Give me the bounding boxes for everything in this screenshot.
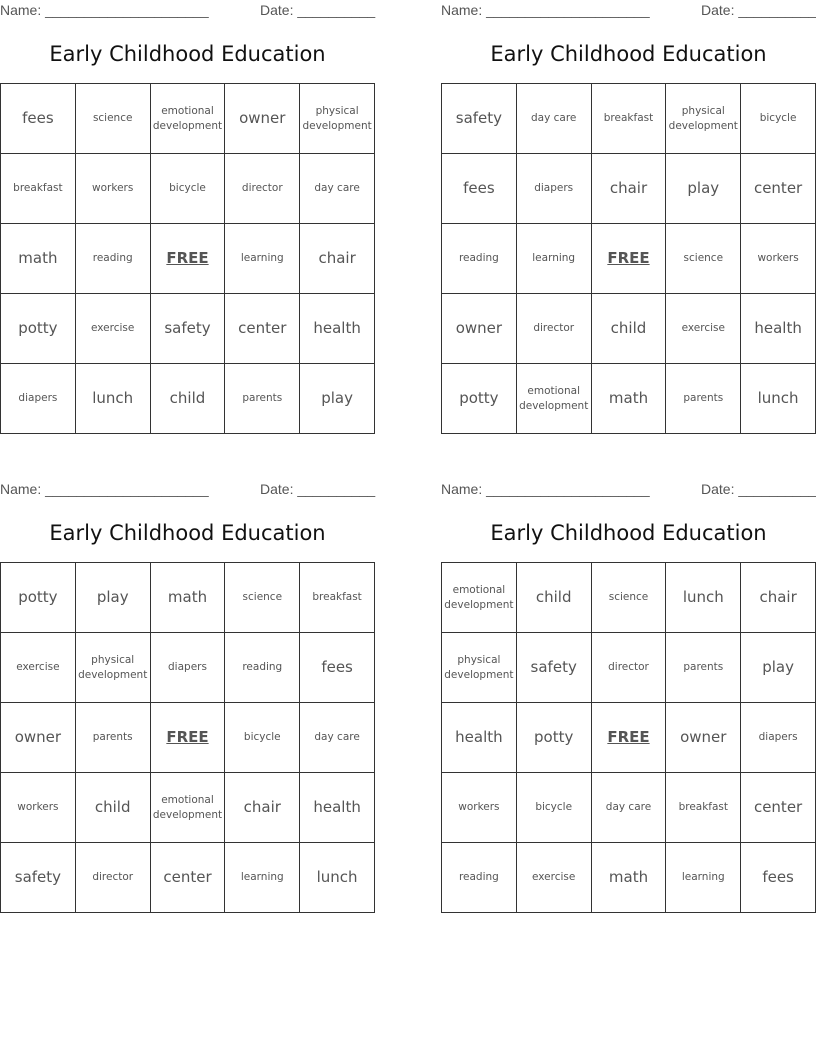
date-field[interactable]: Date: __________	[701, 2, 816, 18]
bingo-cell: physical development	[442, 633, 517, 703]
bingo-cell: fees	[442, 154, 517, 224]
bingo-cell: center	[225, 294, 300, 364]
bingo-cell: learning	[225, 224, 300, 294]
bingo-cell: potty	[442, 364, 517, 434]
card-title: Early Childhood Education	[49, 521, 326, 545]
date-field[interactable]: Date: __________	[260, 2, 376, 18]
bingo-cell: exercise	[76, 294, 151, 364]
bingo-cell: parents	[225, 364, 300, 434]
bingo-cell: day care	[300, 703, 375, 773]
bingo-cell: lunch	[666, 563, 741, 633]
card-header	[441, 479, 816, 501]
bingo-cell: bicycle	[151, 154, 226, 224]
bingo-cell: emotional development	[442, 563, 517, 633]
bingo-cell: reading	[225, 633, 300, 703]
bingo-cell: emotional development	[151, 84, 226, 154]
bingo-cell: reading	[442, 843, 517, 913]
bingo-cell: learning	[517, 224, 592, 294]
bingo-cell: health	[300, 773, 375, 843]
date-field[interactable]: Date: __________	[701, 481, 816, 497]
bingo-cell: lunch	[741, 364, 816, 434]
date-field[interactable]: Date: __________	[260, 481, 376, 497]
bingo-cell: play	[76, 563, 151, 633]
bingo-cell: chair	[225, 773, 300, 843]
bingo-cell: center	[741, 773, 816, 843]
bingo-cell: potty	[1, 294, 76, 364]
bingo-grid	[441, 83, 816, 434]
free-space-cell: FREE	[592, 224, 667, 294]
bingo-cell: breakfast	[1, 154, 76, 224]
bingo-cell: bicycle	[517, 773, 592, 843]
card-header	[0, 0, 375, 22]
bingo-cell: reading	[442, 224, 517, 294]
bingo-cell: exercise	[666, 294, 741, 364]
card-title: Early Childhood Education	[490, 42, 767, 66]
bingo-cell: exercise	[1, 633, 76, 703]
bingo-cell: safety	[517, 633, 592, 703]
bingo-cell: owner	[442, 294, 517, 364]
bingo-cell: diapers	[151, 633, 226, 703]
bingo-cell: director	[517, 294, 592, 364]
bingo-cell: workers	[442, 773, 517, 843]
bingo-cell: chair	[300, 224, 375, 294]
bingo-cell: math	[592, 364, 667, 434]
bingo-cell: lunch	[76, 364, 151, 434]
bingo-cell: physical development	[300, 84, 375, 154]
name-field[interactable]: Name: _____________________	[441, 2, 650, 18]
bingo-cell: parents	[76, 703, 151, 773]
bingo-cell: center	[151, 843, 226, 913]
bingo-cell: breakfast	[666, 773, 741, 843]
bingo-cell: health	[300, 294, 375, 364]
bingo-cell: child	[151, 364, 226, 434]
bingo-cell: reading	[76, 224, 151, 294]
bingo-cell: day care	[300, 154, 375, 224]
bingo-cell: math	[151, 563, 226, 633]
bingo-cell: director	[592, 633, 667, 703]
card-header	[0, 479, 375, 501]
bingo-cell: science	[666, 224, 741, 294]
bingo-cell: child	[592, 294, 667, 364]
bingo-cell: safety	[1, 843, 76, 913]
bingo-cell: play	[666, 154, 741, 224]
card-title: Early Childhood Education	[49, 42, 326, 66]
bingo-cell: parents	[666, 633, 741, 703]
bingo-cell: learning	[225, 843, 300, 913]
bingo-cell: lunch	[300, 843, 375, 913]
bingo-cell: physical development	[666, 84, 741, 154]
bingo-cell: workers	[741, 224, 816, 294]
bingo-cell: safety	[442, 84, 517, 154]
bingo-cell: day care	[592, 773, 667, 843]
bingo-cell: breakfast	[300, 563, 375, 633]
bingo-card-2	[441, 0, 816, 435]
bingo-card-3	[0, 479, 375, 914]
bingo-grid	[0, 83, 375, 434]
bingo-cell: director	[225, 154, 300, 224]
bingo-grid	[441, 562, 816, 913]
bingo-cell: bicycle	[225, 703, 300, 773]
bingo-cell: potty	[1, 563, 76, 633]
bingo-cell: science	[225, 563, 300, 633]
bingo-cell: math	[592, 843, 667, 913]
bingo-cell: fees	[300, 633, 375, 703]
bingo-cell: health	[741, 294, 816, 364]
bingo-cell: exercise	[517, 843, 592, 913]
bingo-cell: emotional development	[517, 364, 592, 434]
bingo-cell: owner	[1, 703, 76, 773]
bingo-cell: emotional development	[151, 773, 226, 843]
bingo-cell: fees	[1, 84, 76, 154]
bingo-cell: child	[76, 773, 151, 843]
bingo-card-1	[0, 0, 375, 435]
bingo-cell: science	[76, 84, 151, 154]
card-title: Early Childhood Education	[490, 521, 767, 545]
name-field[interactable]: Name: _____________________	[0, 2, 209, 18]
bingo-cell: science	[592, 563, 667, 633]
bingo-cell: chair	[592, 154, 667, 224]
bingo-cell: diapers	[741, 703, 816, 773]
bingo-cell: owner	[666, 703, 741, 773]
bingo-cell: center	[741, 154, 816, 224]
bingo-cell: parents	[666, 364, 741, 434]
bingo-cell: breakfast	[592, 84, 667, 154]
bingo-cell: math	[1, 224, 76, 294]
bingo-cell: fees	[741, 843, 816, 913]
free-space-cell: FREE	[151, 224, 226, 294]
bingo-cell: day care	[517, 84, 592, 154]
bingo-cell: owner	[225, 84, 300, 154]
bingo-card-4	[441, 479, 816, 914]
bingo-grid	[0, 562, 375, 913]
bingo-cell: diapers	[517, 154, 592, 224]
bingo-cell: bicycle	[741, 84, 816, 154]
bingo-cell: child	[517, 563, 592, 633]
bingo-cell: learning	[666, 843, 741, 913]
bingo-cell: director	[76, 843, 151, 913]
free-space-cell: FREE	[592, 703, 667, 773]
bingo-cell: play	[741, 633, 816, 703]
bingo-cell: health	[442, 703, 517, 773]
name-field[interactable]: Name: _____________________	[441, 481, 650, 497]
bingo-cell: workers	[76, 154, 151, 224]
bingo-cell: potty	[517, 703, 592, 773]
free-space-cell: FREE	[151, 703, 226, 773]
bingo-cell: chair	[741, 563, 816, 633]
bingo-cell: safety	[151, 294, 226, 364]
bingo-cell: play	[300, 364, 375, 434]
bingo-cell: workers	[1, 773, 76, 843]
card-header	[441, 0, 816, 22]
bingo-cell: physical development	[76, 633, 151, 703]
name-field[interactable]: Name: _____________________	[0, 481, 209, 497]
bingo-cell: diapers	[1, 364, 76, 434]
